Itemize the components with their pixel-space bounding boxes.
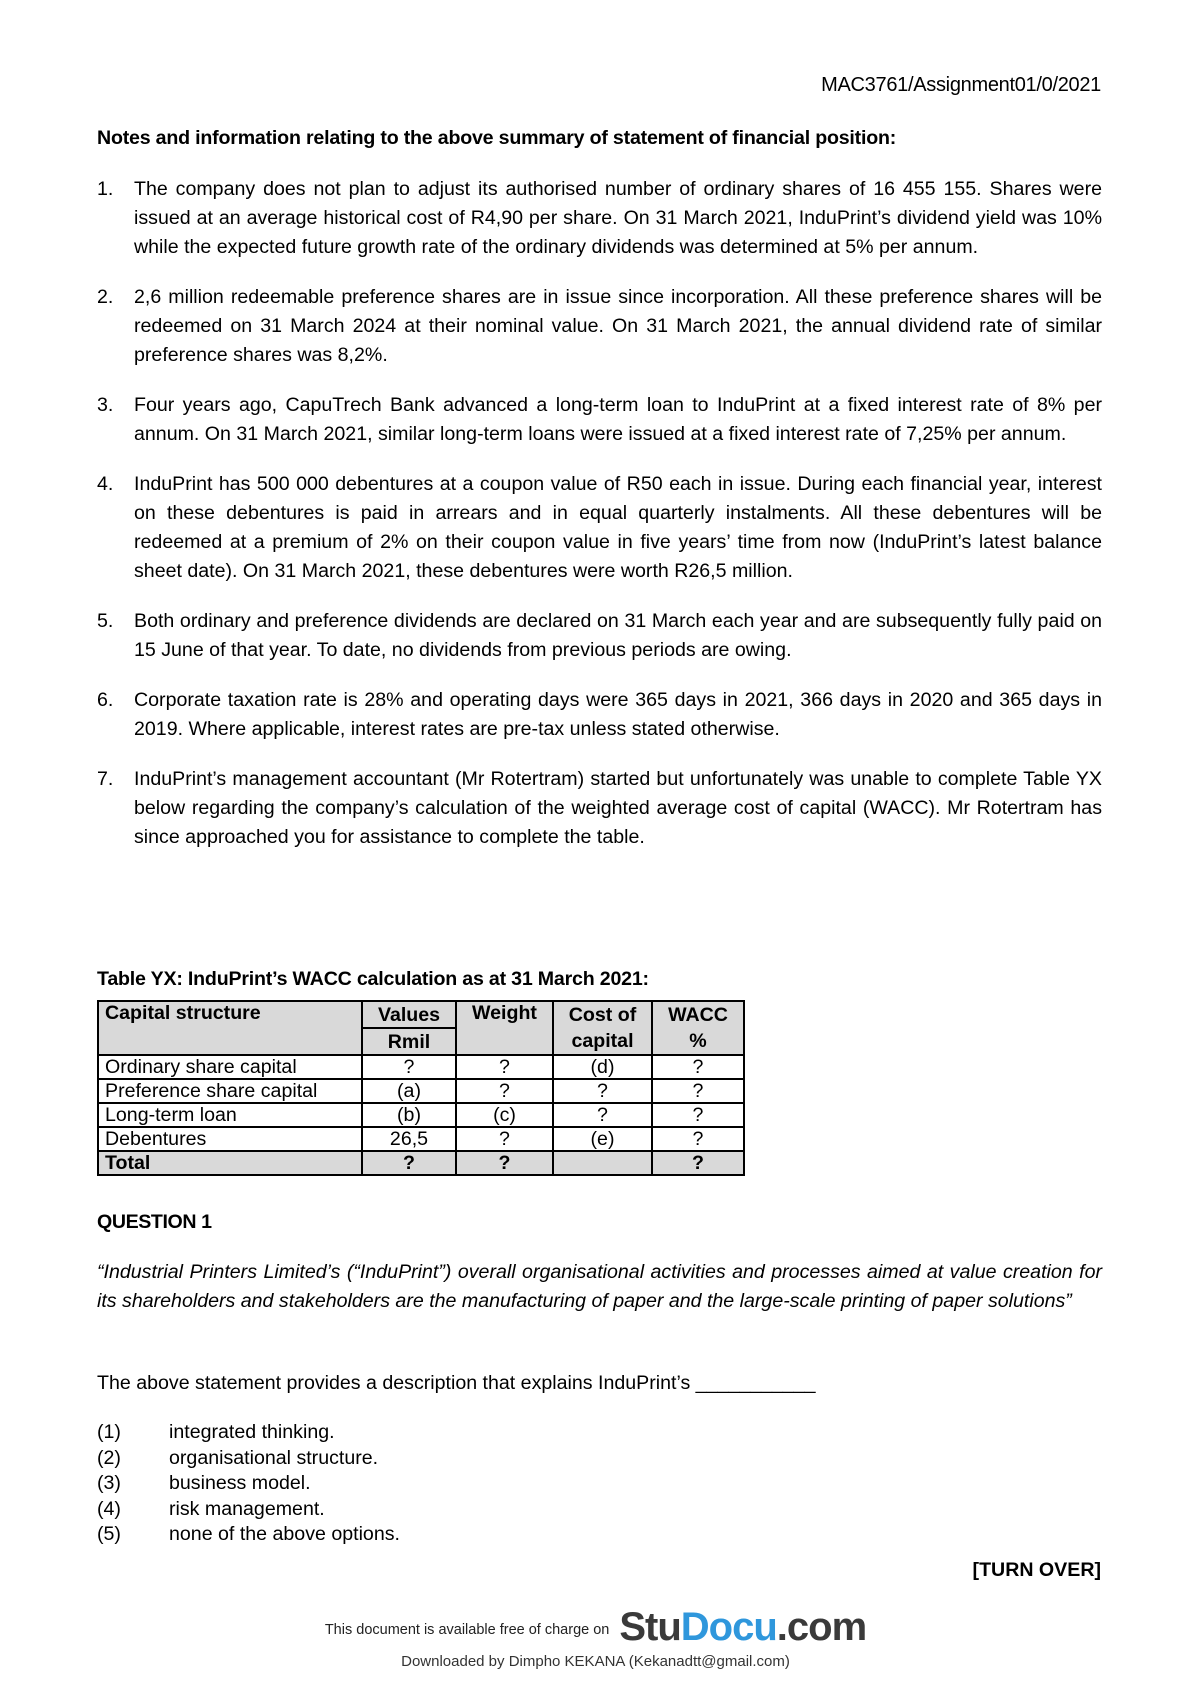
option-2 (97, 1446, 400, 1472)
row-values: ? (362, 1055, 456, 1079)
note-number: 3. (97, 394, 114, 416)
header-cost-line1: Cost of (568, 1004, 637, 1026)
option-number: (4) (97, 1497, 121, 1520)
table-total-row (98, 1151, 744, 1175)
option-text: risk management. (169, 1497, 325, 1520)
option-text: none of the above options. (169, 1523, 400, 1545)
total-weight: ? (456, 1151, 553, 1175)
row-values: 26,5 (362, 1127, 456, 1151)
option-3 (97, 1471, 400, 1497)
note-number: 5. (97, 610, 114, 632)
row-wacc: ? (652, 1055, 744, 1079)
row-weight: ? (456, 1055, 553, 1079)
row-weight: ? (456, 1079, 553, 1103)
row-weight: ? (456, 1127, 553, 1151)
note-number: 7. (97, 768, 114, 790)
row-cost: (e) (553, 1127, 652, 1151)
question-stem: The above statement provides a description that explains InduPrint’s ___________ (97, 1372, 816, 1394)
header-cost-of-capital (553, 1001, 652, 1055)
option-number: (3) (97, 1472, 121, 1494)
question-quote: “Industrial Printers Limited’s (“InduPrint”) overall organisational activities and processes aimed at value creation for its shareholders and stakeholders are the manufacturing of paper and the large-scale printing of paper solutions” (97, 1261, 1102, 1312)
row-label: Preference share capital (98, 1079, 362, 1103)
row-weight: (c) (456, 1103, 553, 1127)
header-capital-structure: Capital structure (98, 1001, 362, 1055)
option-number: (2) (97, 1446, 121, 1469)
turn-over-label: [TURN OVER] (972, 1559, 1101, 1581)
table-caption: Table YX: InduPrint’s WACC calculation as at 31 March 2021: (97, 968, 649, 990)
note-item-7 (97, 765, 1102, 852)
option-text: organisational structure. (169, 1446, 379, 1469)
note-item-4 (97, 470, 1102, 586)
wacc-table (97, 1000, 745, 1176)
total-values: ? (362, 1151, 456, 1175)
header-wacc (652, 1001, 744, 1055)
option-text: business model. (169, 1472, 311, 1494)
note-text: Four years ago, CapuTrech Bank advanced a long-term loan to InduPrint at a fixed interest rate of 8% per annum. On 31 March 2021, similar long-term loans were issued at a fixed interest rate of 7,25% per annum. (134, 394, 1102, 445)
note-text: Corporate taxation rate is 28% and operating days were 365 days in 2021, 366 days in 2020 and 365 days in 2019. Where applicable, interest rates are pre-tax unless stated otherwise. (134, 689, 1102, 740)
row-label: Long-term loan (98, 1103, 362, 1127)
row-cost: ? (553, 1079, 652, 1103)
note-text: 2,6 million redeemable preference shares are in issue since incorporation. All these preference shares will be redeemed on 31 March 2024 at their nominal value. On 31 March 2021, the annual dividend rate of similar preference shares was 8,2%. (134, 286, 1102, 366)
table-header-row (98, 1001, 744, 1028)
answer-options (97, 1420, 400, 1548)
row-wacc: ? (652, 1079, 744, 1103)
logo-part-stu: Stu (619, 1605, 681, 1649)
note-number: 1. (97, 178, 114, 200)
document-code: MAC3761/Assignment01/0/2021 (821, 74, 1101, 96)
option-number: (5) (97, 1523, 121, 1545)
option-number: (1) (97, 1421, 121, 1443)
note-item-3 (97, 391, 1102, 449)
total-wacc: ? (652, 1151, 744, 1175)
row-wacc: ? (652, 1103, 744, 1127)
header-cost-line2: capital (571, 1030, 634, 1052)
note-item-2 (97, 283, 1102, 370)
table-row (98, 1103, 744, 1127)
note-text: Both ordinary and preference dividends are declared on 31 March each year and are subsequently fully paid on 15 June of that year. To date, no dividends from previous periods are owing. (134, 610, 1102, 661)
footer-availability (0, 1607, 1191, 1647)
row-label: Debentures (98, 1127, 362, 1151)
total-cost (553, 1151, 652, 1175)
row-label: Ordinary share capital (98, 1055, 362, 1079)
header-weight: Weight (456, 1001, 553, 1055)
question-heading: QUESTION 1 (97, 1211, 212, 1233)
logo-part-docu: Docu (680, 1605, 777, 1649)
note-item-6 (97, 686, 1102, 744)
table-row (98, 1079, 744, 1103)
row-cost: (d) (553, 1055, 652, 1079)
table-row (98, 1127, 744, 1151)
note-item-5 (97, 607, 1102, 665)
studocu-logo[interactable] (619, 1607, 866, 1647)
option-1 (97, 1420, 400, 1446)
header-wacc-line1: WACC (668, 1004, 728, 1026)
footer-downloaded-by: Downloaded by Dimpho KEKANA (Kekanadtt@gmail.com) (401, 1653, 790, 1670)
note-text: InduPrint has 500 000 debentures at a coupon value of R50 each in issue. During each financial year, interest on these debentures is paid in arrears and in equal quarterly instalments. All these debentures will be redeemed at a premium of 2% on their coupon value in five years’ time from now (InduPrint’s latest balance sheet date). On 31 March 2021, these debentures were worth R26,5 million. (134, 473, 1102, 582)
row-cost: ? (553, 1103, 652, 1127)
row-wacc: ? (652, 1127, 744, 1151)
row-values: (a) (362, 1079, 456, 1103)
note-text: The company does not plan to adjust its authorised number of ordinary shares of 16 455 155. Shares were issued at an average historical cost of R4,90 per share. On 31 March 2021, InduPrint’s dividend yield was 10% while the expected future growth rate of the ordinary dividends was determined at 5% per annum. (134, 178, 1102, 258)
total-label: Total (98, 1151, 362, 1175)
option-5 (97, 1522, 400, 1548)
header-values: Values (362, 1001, 456, 1028)
option-4 (97, 1497, 400, 1523)
header-wacc-line2: % (689, 1030, 707, 1052)
note-text: InduPrint’s management accountant (Mr Rotertram) started but unfortunately was unable to complete Table YX below regarding the company’s calculation of the weighted average cost of capital (WACC). Mr Rotertram has since approached you for assistance to complete the table. (134, 768, 1102, 848)
note-item-1 (97, 175, 1102, 262)
note-number: 2. (97, 286, 114, 308)
notes-list (97, 175, 1102, 873)
logo-part-com: .com (776, 1605, 867, 1649)
table-row (98, 1055, 744, 1079)
notes-heading: Notes and information relating to the above summary of statement of financial position: (97, 127, 897, 149)
row-values: (b) (362, 1103, 456, 1127)
header-values-unit: Rmil (362, 1028, 456, 1055)
note-number: 4. (97, 473, 114, 495)
footer-available-text: This document is available free of charge on (324, 1622, 610, 1638)
note-number: 6. (97, 689, 114, 711)
option-text: integrated thinking. (169, 1421, 335, 1443)
